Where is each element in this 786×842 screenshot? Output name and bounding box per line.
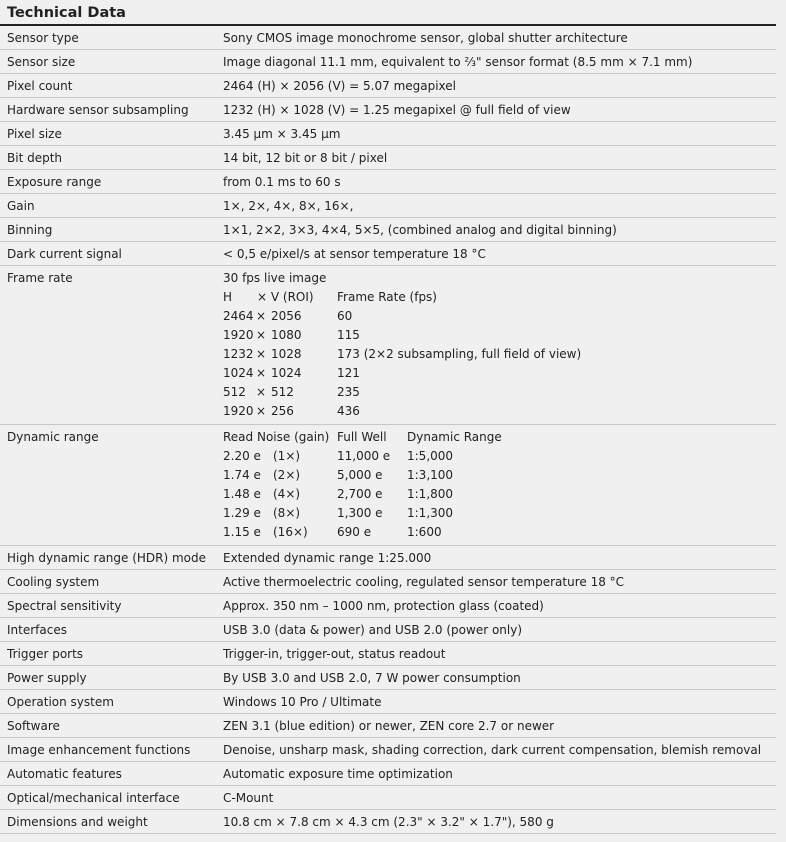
spec-label: Sensor type: [7, 31, 79, 45]
spec-value: Sony CMOS image monochrome sensor, global shutter architecture: [223, 31, 628, 45]
cell: ×: [256, 385, 267, 399]
cell: 436: [337, 404, 360, 418]
spec-value: 14 bit, 12 bit or 8 bit / pixel: [223, 151, 388, 165]
spec-row: [0, 666, 776, 690]
spec-row: [0, 242, 776, 266]
dynamic-range-row: [0, 425, 776, 546]
spec-row: [0, 218, 776, 242]
spec-label: Pixel size: [7, 127, 62, 141]
spec-label: Interfaces: [7, 623, 67, 637]
spec-value: Automatic exposure time optimization: [223, 767, 453, 781]
frame-rate-row: [0, 266, 776, 425]
cell: ×: [256, 404, 267, 418]
cell: 1080: [271, 328, 302, 342]
cell: (16×): [273, 525, 308, 539]
cell: 1024: [223, 366, 254, 380]
spec-value: Extended dynamic range 1:25.000: [223, 551, 432, 565]
cell: 121: [337, 366, 360, 380]
spec-row: [0, 546, 776, 570]
cell: 115: [337, 328, 360, 342]
spec-label: Software: [7, 719, 60, 733]
cell: (1×): [273, 449, 301, 463]
frame-rate-entry: [223, 383, 776, 402]
header-v: × V (ROI): [257, 290, 314, 304]
cell: 1:5,000: [407, 449, 454, 463]
spec-row: [0, 26, 776, 50]
cell: 2.20 e: [223, 449, 261, 463]
cell: 1028: [271, 347, 302, 361]
spec-value: ZEN 3.1 (blue edition) or newer, ZEN core 2.7 or newer: [223, 719, 555, 733]
spec-label: Gain: [7, 199, 35, 213]
spec-row: [0, 50, 776, 74]
dynamic-range-entry: [223, 523, 776, 542]
cell: ×: [256, 347, 267, 361]
cell: 173 (2×2 subsampling, full field of view): [337, 347, 582, 361]
cell: 256: [271, 404, 294, 418]
spec-row: [0, 738, 776, 762]
cell: 1,300 e: [337, 506, 383, 520]
spec-value: C-Mount: [223, 791, 274, 805]
spec-value: USB 3.0 (data & power) and USB 2.0 (power only): [223, 623, 523, 637]
cell: (2×): [273, 468, 301, 482]
spec-value: 3.45 µm × 3.45 µm: [223, 127, 341, 141]
spec-row: [0, 98, 776, 122]
frame-rate-intro: [223, 269, 776, 288]
spec-value: 1232 (H) × 1028 (V) = 1.25 megapixel @ full field of view: [223, 103, 571, 117]
cell: 1920: [223, 328, 254, 342]
spec-row: [0, 690, 776, 714]
spec-label: Frame rate: [7, 271, 73, 285]
cell: ×: [256, 366, 267, 380]
cell: ×: [256, 328, 267, 342]
spec-label: Power supply: [7, 671, 87, 685]
cell: ×: [256, 309, 267, 323]
cell: 1.48 e: [223, 487, 261, 501]
spec-label: High dynamic range (HDR) mode: [7, 551, 207, 565]
dynamic-range-header: [223, 428, 776, 447]
cell: 1.74 e: [223, 468, 261, 482]
spec-value: 2464 (H) × 2056 (V) = 5.07 megapixel: [223, 79, 457, 93]
frame-rate-entry: [223, 326, 776, 345]
header-h: H: [223, 290, 233, 304]
cell: (8×): [273, 506, 301, 520]
spec-label: Automatic features: [7, 767, 122, 781]
spec-label: Cooling system: [7, 575, 100, 589]
header-read-noise: Read Noise (gain): [223, 430, 330, 444]
spec-label: Dimensions and weight: [7, 815, 148, 829]
spec-value: < 0,5 e/pixel/s at sensor temperature 18 °C: [223, 247, 486, 261]
frame-rate-table: [217, 266, 776, 421]
header-fps: Frame Rate (fps): [337, 290, 437, 304]
cell: 235: [337, 385, 360, 399]
cell: 1:1,300: [407, 506, 454, 520]
cell: 1232: [223, 347, 254, 361]
spec-label: Image enhancement functions: [7, 743, 191, 757]
spec-row: [0, 786, 776, 810]
spec-row: [0, 170, 776, 194]
spec-label: Exposure range: [7, 175, 102, 189]
spec-row: [0, 594, 776, 618]
spec-label: Bit depth: [7, 151, 63, 165]
cell: 1024: [271, 366, 302, 380]
cell: 1:1,800: [407, 487, 454, 501]
spec-row: [0, 762, 776, 786]
spec-value: Windows 10 Pro / Ultimate: [223, 695, 382, 709]
spec-row: [0, 618, 776, 642]
cell: 2464: [223, 309, 254, 323]
spec-row: [0, 74, 776, 98]
cell: 5,000 e: [337, 468, 383, 482]
spec-label: Dark current signal: [7, 247, 122, 261]
spec-value: Image diagonal 11.1 mm, equivalent to ⅔" sensor format (8.5 mm × 7.1 mm): [223, 55, 693, 69]
spec-label: Sensor size: [7, 55, 76, 69]
spec-value: 10.8 cm × 7.8 cm × 4.3 cm (2.3" × 3.2" × 1.7"), 580 g: [223, 815, 554, 829]
cell: 1:3,100: [407, 468, 454, 482]
spec-value: 1×, 2×, 4×, 8×, 16×,: [223, 199, 354, 213]
cell: 2,700 e: [337, 487, 383, 501]
spec-label: Hardware sensor subsampling: [7, 103, 189, 117]
cell: 11,000 e: [337, 449, 391, 463]
spec-label: Trigger ports: [7, 647, 84, 661]
dynamic-range-table: [217, 425, 776, 542]
cell: 2056: [271, 309, 302, 323]
spec-value: Trigger-in, trigger-out, status readout: [223, 647, 446, 661]
cell: 1.29 e: [223, 506, 261, 520]
cell: 1920: [223, 404, 254, 418]
spec-row: [0, 122, 776, 146]
spec-label: Binning: [7, 223, 53, 237]
cell: 60: [337, 309, 353, 323]
cell: 1:600: [407, 525, 442, 539]
spec-value: Denoise, unsharp mask, shading correction, dark current compensation, blemish removal: [223, 743, 762, 757]
table-title: Technical Data: [0, 0, 776, 26]
cell: 512: [271, 385, 294, 399]
header-full-well: Full Well: [337, 430, 387, 444]
dynamic-range-entry: [223, 485, 776, 504]
frame-rate-entry: [223, 364, 776, 383]
spec-label: Optical/mechanical interface: [7, 791, 180, 805]
spec-row: [0, 146, 776, 170]
frame-rate-entry: [223, 402, 776, 421]
frame-rate-entry: [223, 345, 776, 364]
frame-rate-entry: [223, 307, 776, 326]
spec-label: Dynamic range: [7, 430, 99, 444]
spec-value: Approx. 350 nm – 1000 nm, protection glass (coated): [223, 599, 544, 613]
cell: 1.15 e: [223, 525, 261, 539]
spec-value: Active thermoelectric cooling, regulated sensor temperature 18 °C: [223, 575, 625, 589]
spec-label: Spectral sensitivity: [7, 599, 122, 613]
spec-value: By USB 3.0 and USB 2.0, 7 W power consumption: [223, 671, 521, 685]
cell: (4×): [273, 487, 301, 501]
cell: 690 e: [337, 525, 372, 539]
spec-row: [0, 810, 776, 834]
frame-rate-header: [223, 288, 776, 307]
spec-row: [0, 570, 776, 594]
spec-value: from 0.1 ms to 60 s: [223, 175, 341, 189]
spec-label: Pixel count: [7, 79, 73, 93]
spec-value: 1×1, 2×2, 3×3, 4×4, 5×5, (combined analog and digital binning): [223, 223, 617, 237]
header-dynamic-range: Dynamic Range: [407, 430, 502, 444]
dynamic-range-entry: [223, 466, 776, 485]
cell: 512: [223, 385, 246, 399]
dynamic-range-entry: [223, 447, 776, 466]
spec-row: [0, 714, 776, 738]
dynamic-range-entry: [223, 504, 776, 523]
spec-row: [0, 642, 776, 666]
spec-label: Operation system: [7, 695, 114, 709]
spec-row: [0, 194, 776, 218]
intro-text: 30 fps live image: [223, 271, 327, 285]
